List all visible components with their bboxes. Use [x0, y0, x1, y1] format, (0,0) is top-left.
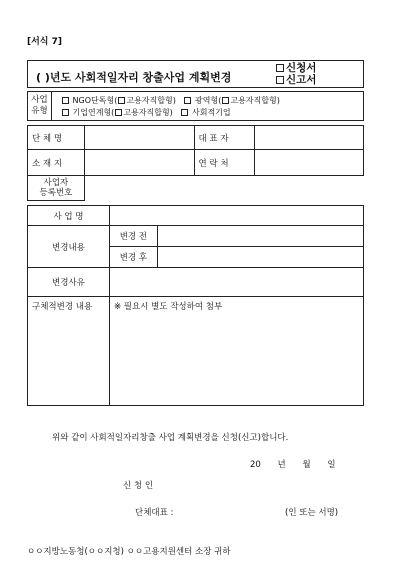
checkbox-icon[interactable] — [115, 109, 122, 116]
date-line: 20 년 월 일 — [250, 460, 336, 470]
after-field[interactable] — [157, 247, 363, 268]
regional-type-label: 광역형( — [195, 96, 222, 105]
project-name-label: 사 업 명 — [28, 206, 110, 226]
form-title: ( )년도 사회적일자리 창출사업 계획변경 — [36, 71, 232, 84]
signature-note: (인 또는 서명) — [285, 508, 339, 518]
change-content-label: 변경내용 — [28, 226, 110, 268]
title-options — [276, 62, 316, 86]
form-number: [서식 7] — [27, 37, 63, 47]
before-field[interactable] — [157, 226, 363, 247]
checkbox-icon[interactable] — [118, 97, 125, 104]
checkbox-icon[interactable] — [276, 64, 284, 72]
checkbox-icon[interactable] — [181, 109, 188, 116]
change-table — [27, 205, 364, 406]
contact-field[interactable] — [255, 150, 364, 176]
applicant-label: 신 청 인 — [123, 481, 154, 491]
checkbox-icon[interactable] — [62, 97, 69, 104]
contact-label: 연 락 처 — [194, 150, 255, 176]
social-enterprise-label: 사회적기업 — [192, 108, 231, 117]
after-label: 변경 후 — [109, 247, 157, 268]
checkbox-icon[interactable] — [222, 97, 229, 104]
biz-reg-field[interactable] — [84, 176, 194, 201]
address-label: 소 재 지 — [28, 150, 85, 176]
org-name-field[interactable] — [84, 126, 194, 150]
org-name-label: 단 체 명 — [28, 126, 85, 150]
project-type-row-2: 기업연계형( 고용자직합형) 사회적기업 — [61, 107, 231, 118]
address-field[interactable] — [84, 150, 194, 176]
checkbox-icon[interactable] — [276, 76, 284, 84]
project-type-row-1: NGO단독형( 고용자직합형) 광역형( 고용자직합형) — [61, 95, 280, 106]
addressee: ㅇㅇ지방노동청(ㅇㅇ지청) ㅇㅇ고용지원센터 소장 귀하 — [27, 547, 231, 557]
detail-label: 구체적변경 내용 — [28, 297, 110, 406]
option-report[interactable]: 신고서 — [276, 74, 316, 86]
reason-label: 변경사유 — [28, 268, 110, 297]
detail-note: ※ 필요시 별도 작성하여 첨부 — [113, 302, 223, 312]
checkbox-icon[interactable] — [184, 97, 191, 104]
representative-line: 단체대표 : — [135, 508, 174, 518]
representative-label: 대 표 자 — [194, 126, 255, 150]
form-title-box — [27, 60, 364, 88]
biz-reg-label: 사업자 등록번호 — [28, 176, 85, 201]
project-name-field[interactable] — [109, 206, 363, 226]
project-type-box — [27, 91, 364, 121]
detail-field[interactable] — [109, 297, 363, 406]
representative-field[interactable] — [255, 126, 364, 150]
ngo-type-label: NGO단독형( — [72, 96, 118, 105]
before-label: 변경 전 — [109, 226, 157, 247]
organization-table — [27, 125, 364, 201]
project-type-label: 사업 유형 — [28, 92, 52, 120]
corp-type-label: 기업연계형( — [72, 108, 115, 117]
option-application[interactable]: 신청서 — [276, 62, 316, 74]
statement: 위와 같이 사회적일자리창출 사업 계획변경을 신청(신고)합니다. — [52, 433, 289, 443]
reason-field[interactable] — [109, 268, 363, 297]
checkbox-icon[interactable] — [62, 109, 69, 116]
